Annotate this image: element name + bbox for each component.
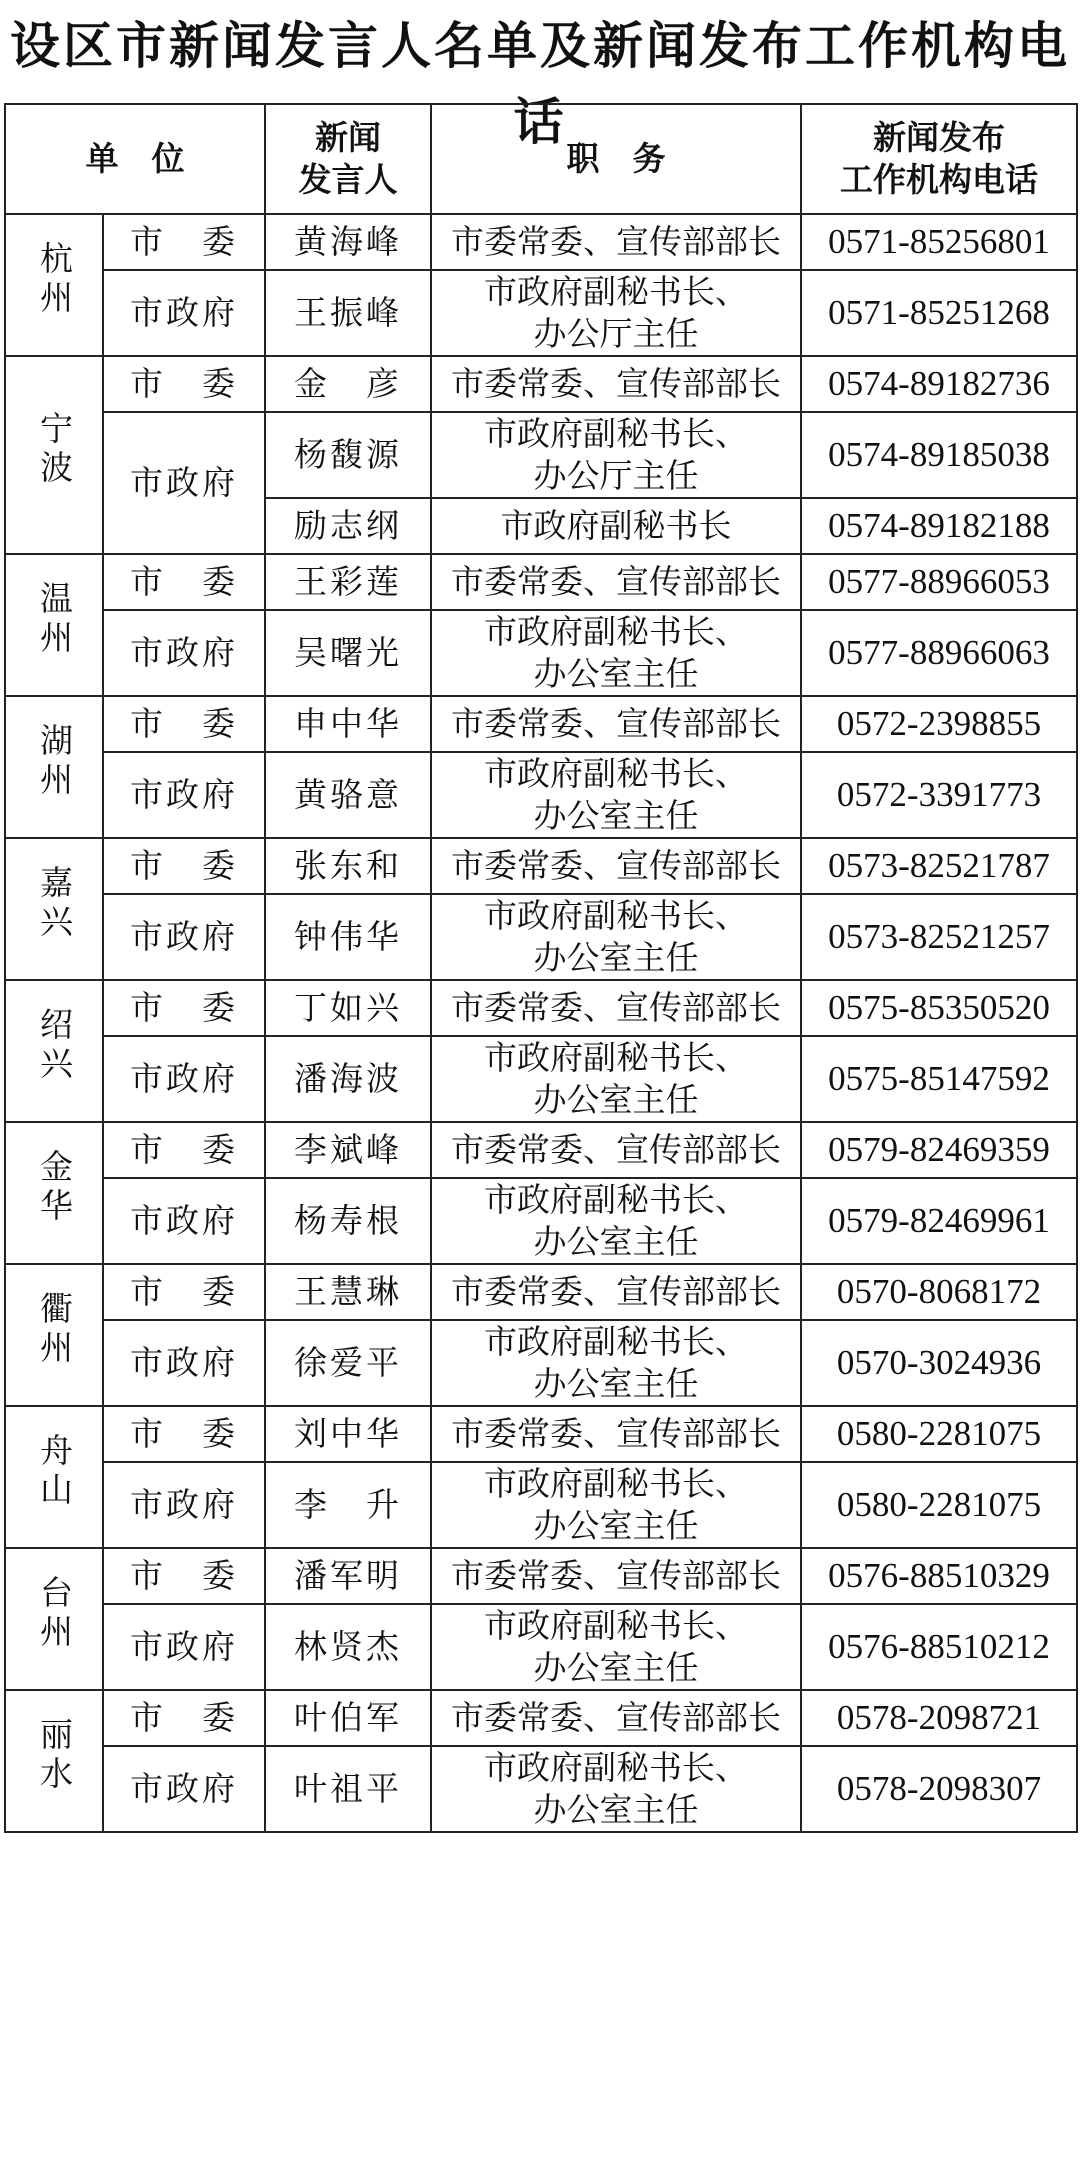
org-cell: 市 委 — [103, 1122, 265, 1178]
org-cell: 市政府 — [103, 610, 265, 696]
table-row — [5, 270, 1077, 356]
org-cell: 市政府 — [103, 752, 265, 838]
table-row — [5, 1264, 1077, 1320]
position-cell: 市政府副秘书长、 办公厅主任 — [431, 270, 801, 356]
city-name: 台州 — [35, 1575, 74, 1653]
city-name: 丽水 — [35, 1717, 74, 1795]
city-cell — [5, 214, 103, 356]
position-cell: 市政府副秘书长、 办公室主任 — [431, 894, 801, 980]
spokesperson-name: 杨寿根 — [265, 1178, 431, 1264]
header-spokesperson: 新闻 发言人 — [265, 104, 431, 214]
position-cell: 市委常委、宣传部部长 — [431, 1548, 801, 1604]
table-row — [5, 752, 1077, 838]
city-name: 绍兴 — [35, 1007, 74, 1085]
position-cell: 市委常委、宣传部部长 — [431, 214, 801, 270]
table-row — [5, 1604, 1077, 1690]
position-cell: 市政府副秘书长、 办公室主任 — [431, 752, 801, 838]
position-cell: 市委常委、宣传部部长 — [431, 980, 801, 1036]
city-name: 舟山 — [35, 1433, 74, 1511]
table-row — [5, 214, 1077, 270]
table-row — [5, 1690, 1077, 1746]
org-cell: 市 委 — [103, 214, 265, 270]
header-unit: 单 位 — [5, 104, 265, 214]
table-row — [5, 1320, 1077, 1406]
table-row — [5, 356, 1077, 412]
city-cell — [5, 1406, 103, 1548]
position-cell: 市委常委、宣传部部长 — [431, 1690, 801, 1746]
position-cell: 市委常委、宣传部部长 — [431, 356, 801, 412]
position-cell: 市政府副秘书长、 办公室主任 — [431, 1462, 801, 1548]
phone-cell: 0570-8068172 — [801, 1264, 1077, 1320]
table-row — [5, 1406, 1077, 1462]
phone-cell: 0571-85251268 — [801, 270, 1077, 356]
position-cell: 市委常委、宣传部部长 — [431, 696, 801, 752]
city-name: 宁波 — [35, 411, 74, 489]
city-name: 嘉兴 — [35, 865, 74, 943]
org-cell: 市 委 — [103, 980, 265, 1036]
city-cell — [5, 838, 103, 980]
city-cell — [5, 1122, 103, 1264]
table-body — [5, 214, 1077, 1832]
city-cell — [5, 980, 103, 1122]
city-cell — [5, 696, 103, 838]
spokesperson-name: 叶祖平 — [265, 1746, 431, 1832]
header-phone: 新闻发布 工作机构电话 — [801, 104, 1077, 214]
org-cell: 市政府 — [103, 1320, 265, 1406]
position-cell: 市委常委、宣传部部长 — [431, 1264, 801, 1320]
city-cell — [5, 1548, 103, 1690]
spokesperson-name: 黄骆意 — [265, 752, 431, 838]
spokesperson-name: 金 彦 — [265, 356, 431, 412]
org-cell: 市政府 — [103, 1178, 265, 1264]
position-cell: 市委常委、宣传部部长 — [431, 1122, 801, 1178]
header-row — [5, 104, 1077, 214]
org-cell: 市 委 — [103, 838, 265, 894]
city-cell — [5, 1264, 103, 1406]
spokesperson-table — [4, 103, 1078, 1833]
city-name: 杭州 — [35, 241, 74, 319]
position-cell: 市政府副秘书长 — [431, 498, 801, 554]
phone-cell: 0571-85256801 — [801, 214, 1077, 270]
position-cell: 市政府副秘书长、 办公室主任 — [431, 1604, 801, 1690]
org-cell: 市政府 — [103, 1746, 265, 1832]
spokesperson-name: 王振峰 — [265, 270, 431, 356]
table-row — [5, 980, 1077, 1036]
city-name: 温州 — [35, 581, 74, 659]
position-cell: 市委常委、宣传部部长 — [431, 1406, 801, 1462]
spokesperson-name: 林贤杰 — [265, 1604, 431, 1690]
spokesperson-name: 杨馥源 — [265, 412, 431, 498]
spokesperson-name: 李 升 — [265, 1462, 431, 1548]
spokesperson-name: 申中华 — [265, 696, 431, 752]
phone-cell: 0573-82521257 — [801, 894, 1077, 980]
spokesperson-name: 吴曙光 — [265, 610, 431, 696]
city-cell — [5, 1690, 103, 1832]
spokesperson-name: 王慧琳 — [265, 1264, 431, 1320]
org-cell: 市 委 — [103, 1264, 265, 1320]
spokesperson-name: 潘海波 — [265, 1036, 431, 1122]
phone-cell: 0577-88966063 — [801, 610, 1077, 696]
table-row — [5, 1746, 1077, 1832]
position-cell: 市政府副秘书长、 办公室主任 — [431, 1036, 801, 1122]
city-cell — [5, 554, 103, 696]
page-title: 设区市新闻发言人名单及新闻发布工作机构电话 — [10, 17, 1070, 151]
city-name: 金华 — [35, 1149, 74, 1227]
org-cell: 市政府 — [103, 1036, 265, 1122]
org-cell: 市政府 — [103, 412, 265, 554]
spokesperson-name: 刘中华 — [265, 1406, 431, 1462]
org-cell: 市 委 — [103, 1548, 265, 1604]
spokesperson-name: 徐爱平 — [265, 1320, 431, 1406]
phone-cell: 0574-89185038 — [801, 412, 1077, 498]
phone-cell: 0574-89182736 — [801, 356, 1077, 412]
phone-cell: 0575-85350520 — [801, 980, 1077, 1036]
phone-cell: 0580-2281075 — [801, 1462, 1077, 1548]
phone-cell: 0578-2098307 — [801, 1746, 1077, 1832]
spokesperson-name: 潘军明 — [265, 1548, 431, 1604]
org-cell: 市政府 — [103, 1604, 265, 1690]
table-row — [5, 1548, 1077, 1604]
org-cell: 市政府 — [103, 270, 265, 356]
table-row — [5, 610, 1077, 696]
spokesperson-name: 叶伯军 — [265, 1690, 431, 1746]
phone-cell: 0570-3024936 — [801, 1320, 1077, 1406]
position-cell: 市政府副秘书长、 办公室主任 — [431, 1178, 801, 1264]
table-row — [5, 894, 1077, 980]
table-row — [5, 412, 1077, 498]
table-row — [5, 554, 1077, 610]
org-cell: 市 委 — [103, 1406, 265, 1462]
phone-cell: 0576-88510329 — [801, 1548, 1077, 1604]
spokesperson-name: 张东和 — [265, 838, 431, 894]
phone-cell: 0573-82521787 — [801, 838, 1077, 894]
spokesperson-name: 黄海峰 — [265, 214, 431, 270]
position-cell: 市政府副秘书长、 办公厅主任 — [431, 412, 801, 498]
header-position: 职 务 — [431, 104, 801, 214]
position-cell: 市政府副秘书长、 办公室主任 — [431, 1320, 801, 1406]
position-cell: 市委常委、宣传部部长 — [431, 554, 801, 610]
table-row — [5, 1036, 1077, 1122]
position-cell: 市政府副秘书长、 办公室主任 — [431, 610, 801, 696]
org-cell: 市 委 — [103, 1690, 265, 1746]
org-cell: 市政府 — [103, 894, 265, 980]
position-cell: 市政府副秘书长、 办公室主任 — [431, 1746, 801, 1832]
table-row — [5, 1122, 1077, 1178]
table-row — [5, 1462, 1077, 1548]
spokesperson-name: 李斌峰 — [265, 1122, 431, 1178]
position-cell: 市委常委、宣传部部长 — [431, 838, 801, 894]
phone-cell: 0580-2281075 — [801, 1406, 1077, 1462]
spokesperson-name: 丁如兴 — [265, 980, 431, 1036]
phone-cell: 0579-82469359 — [801, 1122, 1077, 1178]
phone-cell: 0579-82469961 — [801, 1178, 1077, 1264]
phone-cell: 0572-3391773 — [801, 752, 1077, 838]
spokesperson-name: 励志纲 — [265, 498, 431, 554]
city-cell — [5, 356, 103, 554]
phone-cell: 0576-88510212 — [801, 1604, 1077, 1690]
phone-cell: 0577-88966053 — [801, 554, 1077, 610]
org-cell: 市 委 — [103, 356, 265, 412]
spokesperson-name: 王彩莲 — [265, 554, 431, 610]
phone-cell: 0574-89182188 — [801, 498, 1077, 554]
city-name: 湖州 — [35, 723, 74, 801]
org-cell: 市 委 — [103, 554, 265, 610]
org-cell: 市 委 — [103, 696, 265, 752]
spokesperson-name: 钟伟华 — [265, 894, 431, 980]
phone-cell: 0572-2398855 — [801, 696, 1077, 752]
table-row — [5, 1178, 1077, 1264]
org-cell: 市政府 — [103, 1462, 265, 1548]
city-name: 衢州 — [35, 1291, 74, 1369]
table-row — [5, 696, 1077, 752]
phone-cell: 0575-85147592 — [801, 1036, 1077, 1122]
table-row — [5, 838, 1077, 894]
phone-cell: 0578-2098721 — [801, 1690, 1077, 1746]
